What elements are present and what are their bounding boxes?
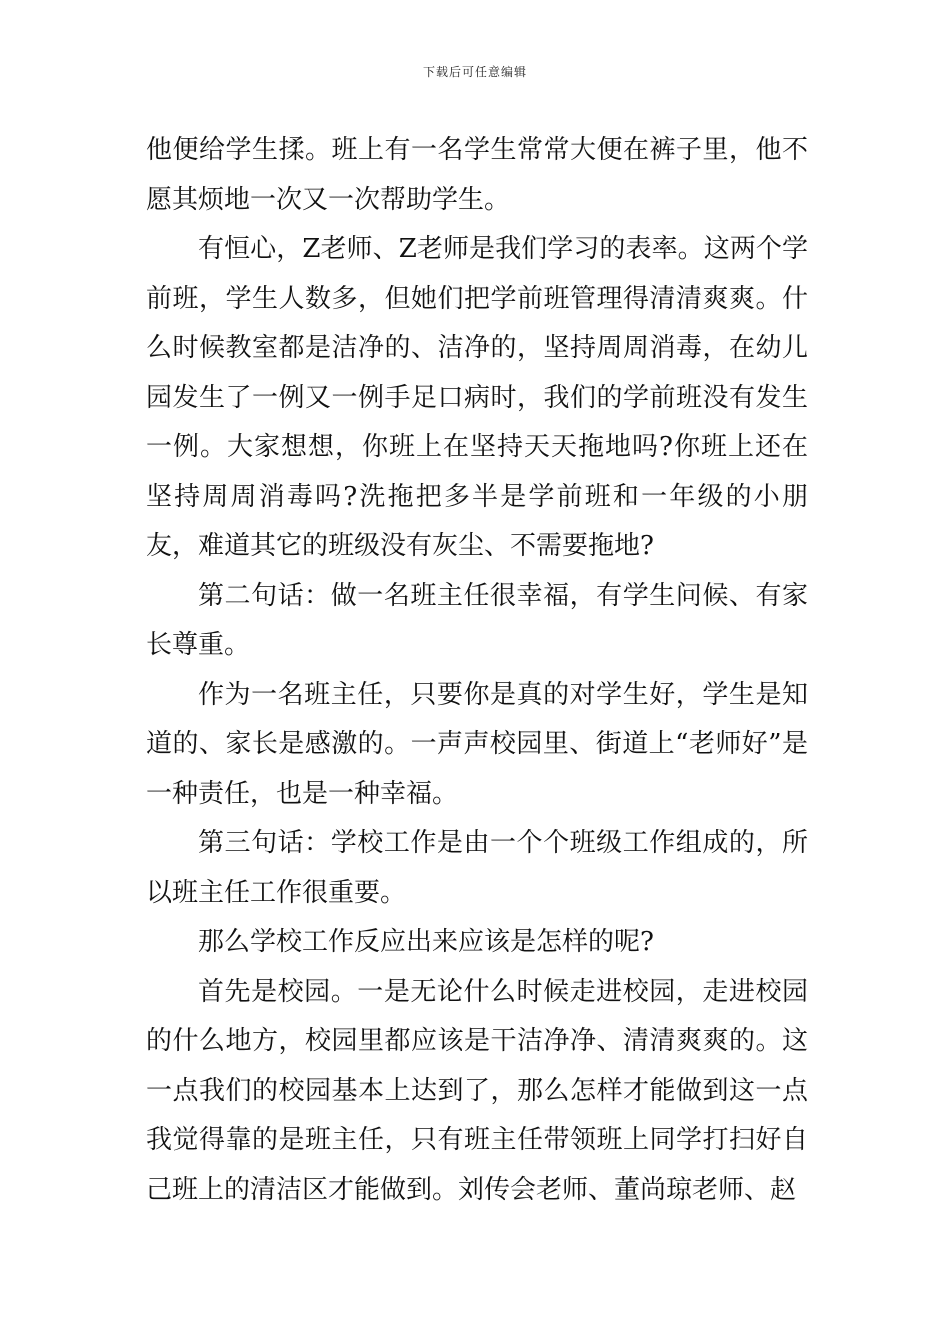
- paragraph-6: 那么学校工作反应出来应该是怎样的呢?: [198, 927, 654, 957]
- paragraph-3: 第二句话：做一名班主任很幸福，有学生问候、有家长尊重。: [146, 580, 808, 660]
- paragraph-5: 第三句话：学校工作是由一个个班级工作组成的，所以班主任工作很重要。: [146, 828, 808, 908]
- paragraph-4: 作为一名班主任，只要你是真的对学生好，学生是知道的、家长是感激的。一声声校园里、街道上“老师好”是一种责任，也是一种幸福。: [146, 679, 808, 809]
- page-header: 下载后可任意编辑: [422, 65, 527, 79]
- paragraph-2: 有恒心，Z老师、Z老师是我们学习的表率。这两个学前班，学生人数多，但她们把学前班管理得清清爽爽。什么时候教室都是洁净的、洁净的，坚持周周消毒，在幼儿园发生了一例又一例手足口病时，我们的学前班没有发生一例。大家想想，你班上在坚持天天拖地吗?你班上还在坚持周周消毒吗?洗拖把多半是学前班和一年级的小朋友，难道其它的班级没有灰尘、不需要拖地?: [146, 234, 808, 561]
- paragraph-1: 他便给学生揉。班上有一名学生常常大便在裤子里，他不愿其烦地一次又一次帮助学生。: [146, 135, 808, 215]
- document-body: [146, 126, 808, 1215]
- paragraph-7: 首先是校园。一是无论什么时候走进校园，走进校园的什么地方，校园里都应该是干洁净净、清清爽爽的。这一点我们的校园基本上达到了，那么怎样才能做到这一点我觉得靠的是班主任，只有班主任带领班上同学打扫好自己班上的清洁区才能做到。刘传会老师、董尚琼老师、赵: [146, 976, 808, 1205]
